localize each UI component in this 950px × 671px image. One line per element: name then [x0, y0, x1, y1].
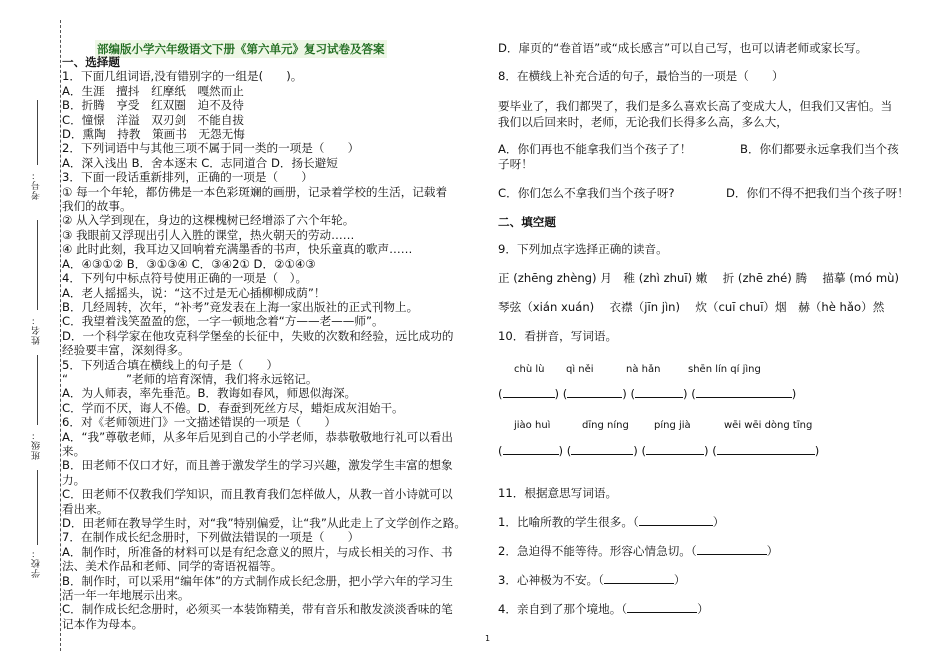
question-line: D．熏陶 持教 策画书 无怨无悔	[62, 127, 245, 142]
question-line: 活一年一年地展示出来。	[62, 588, 190, 603]
question-line: B．折腾 亨受 红双圈 迫不及待	[62, 98, 244, 113]
pinyin: nà hǎn	[626, 364, 661, 375]
pinyin: dīng níng	[582, 420, 629, 431]
q8-option-c: C．你们怎么不拿我们当个孩子呀?	[498, 186, 675, 200]
question-line: 经验要丰富，深刻得多。	[62, 343, 190, 358]
section-choice: 一、选择题	[62, 55, 120, 69]
kaohao-line	[37, 100, 38, 165]
q11-item-text: 3．心神极为不安。（	[498, 573, 604, 587]
q9-stem: 9．下列加点字选择正确的读音。	[498, 242, 668, 256]
answer-box-row-1: ( ) ( ) ( ) ( )	[498, 387, 797, 401]
question-line: A．老人摇摇头，说：“这不过是无心插柳柳成荫”！	[62, 285, 326, 300]
answer-blank[interactable]	[696, 387, 792, 398]
banji-label: 班级：	[32, 430, 42, 460]
question-line: B．制作时，可以采用“编年体”的方式制作成长纪念册，把小学六年的学习生	[62, 573, 453, 588]
kaohao-label: 考号：	[32, 170, 42, 200]
paren: ）	[697, 602, 709, 616]
question-line: C．憧憬 洋溢 双刃剑 不能自拔	[62, 112, 245, 127]
question-line: C．田老师不仅教我们学知识，而且教育我们怎样做人，从教一首小诗就可以	[62, 487, 453, 502]
left-column	[62, 55, 480, 631]
pinyin: shēn lín qí jìng	[688, 364, 761, 375]
pinyin: wēi wēi dòng tīng	[724, 420, 813, 431]
question-line: A．“我”尊敬老师，从多年后见到自己的小学老师，恭恭敬敬地行礼可以看出	[62, 429, 453, 444]
pinyin-row-2	[498, 420, 812, 431]
question-line: C．制作成长纪念册时，必须买一本装饰精美，带有音乐和散发淡淡香味的笔	[62, 602, 453, 617]
q11-item-text: 4．亲自到了那个境地。（	[498, 602, 628, 616]
q11-stem: 11．根据意思写词语。	[498, 486, 618, 500]
question-line: D．一个科学家在他攻克科学堡垒的长征中，失败的次数和经验，远比成功的	[62, 328, 454, 343]
question-line: 看出来。	[62, 501, 109, 516]
binding-margin	[0, 0, 60, 671]
answer-blank[interactable]	[503, 444, 559, 455]
answer-blank[interactable]	[646, 444, 704, 455]
answer-blank[interactable]	[503, 387, 555, 398]
q11-item-text: 2．急迫得不能等待。形容心情急切。（	[498, 544, 697, 558]
answer-blank[interactable]	[697, 544, 767, 555]
question-line: 我们的故事。	[62, 199, 132, 214]
q8-passage-1: 要毕业了，我们都哭了，我们是多么喜欢长高了变成大人，但我们又害怕。当	[498, 99, 893, 113]
pinyin: chù lù	[514, 364, 545, 375]
document-title: 部编版小学六年级语文下册《第六单元》复习试卷及答案	[97, 42, 385, 56]
q11-item-text: 1．比喻所教的学生很多。（	[498, 515, 639, 529]
paren: ）	[673, 573, 686, 587]
question-line: A．生涯 擅抖 红摩纸 嘎然而止	[62, 83, 244, 98]
question-line: A．④③①② B．③①③④ C．③④2① D．②①④③	[62, 256, 316, 271]
answer-blank[interactable]	[567, 387, 622, 398]
question-line: 2．下列词语中与其他三项不属于同一类的一项是（ ）	[62, 141, 360, 156]
question-line: A．为人师表，率先垂范。B．教诲如春风，师恩似海深。	[62, 386, 357, 401]
section-fill-blank: 二、填空题	[498, 215, 556, 229]
question-line: A．制作时，所准备的材料可以是有纪念意义的照片，与成长相关的习作、书	[62, 544, 453, 559]
q9-row-1: 正 (zhēng zhèng) 月 稚 (zhì zhuī) 嫩 折 (zhē zhé) 腾 描摹 (mó mù)	[498, 271, 899, 285]
question-line: 5．下列适合填在横线上的句子是（ ）	[62, 357, 279, 372]
q8-option-b: B．你们都要永远拿我们当个孩	[740, 142, 899, 156]
question-line: ② 从入学到现在，身边的这棵槐树已经增添了六个年轮。	[62, 213, 355, 228]
question-line: “ ”老师的培育深情，我们将永远铭记。	[62, 371, 318, 386]
question-line: ④ 此时此刻，我耳边又回响着充满墨香的书声，快乐童真的歌声……	[62, 242, 413, 257]
xuexiao-line	[37, 470, 38, 545]
question-line: 法、美术作品和老师、同学的寄语祝福等。	[62, 559, 283, 574]
q9-row-2: 琴弦（xián xuán) 衣襟（jīn jìn) 炊（cuī chuī）烟 赫（hè hǎo）然	[498, 300, 885, 314]
question-line: ① 每一个年轮，都仿佛是一本色彩斑斓的画册，记录着学校的生活，记载着	[62, 184, 448, 199]
banji-line	[37, 355, 38, 425]
question-line: B．几经周转，次年，“补考”竞发表在上海一家出版社的正式刊物上。	[62, 299, 419, 314]
answer-blank[interactable]	[635, 387, 683, 398]
answer-blank[interactable]	[639, 515, 713, 526]
q11-item-3	[498, 572, 686, 588]
question-line: 1．下面几组词语,没有错别字的一组是( )。	[62, 69, 303, 84]
question-line: 6．对《老师领进门》一文描述错误的一项是（ ）	[62, 415, 337, 430]
answer-box-row-2: ( ) ( ) ( ) ( )	[498, 444, 820, 458]
answer-blank[interactable]	[604, 573, 674, 584]
xingming-label: 姓名：	[32, 315, 42, 345]
question-line: 4．下列句中标点符号使用正确的一项是（ ）。	[62, 271, 308, 286]
pinyin: qì něi	[566, 364, 594, 375]
q8-option-d: D．你们不得不把我们当个孩子呀！	[726, 186, 909, 200]
question-line: D．田老师在教导学生时，对“我”特别偏爱，让“我”从此走上了文学创作之路。	[62, 516, 466, 530]
page-number: 1	[485, 634, 491, 643]
question-line: 记本作为母本。	[62, 616, 144, 631]
binding-dashed-line	[60, 20, 61, 651]
question-line: C．学而不厌，诲人不倦。D．春蚕到死丝方尽，蜡炬成灰泪始干。	[62, 400, 404, 415]
q8-option-b-cont: 子呀！	[498, 157, 533, 171]
q11-item-4	[498, 601, 709, 617]
answer-blank[interactable]	[627, 602, 697, 613]
q10-stem: 10．看拼音，写词语。	[498, 329, 618, 343]
question-line: ③ 我眼前又浮现出引人入胜的课堂，热火朝天的劳动……	[62, 227, 355, 242]
xuexiao-label: 学校：	[32, 548, 42, 578]
q11-item-2	[498, 543, 778, 559]
question-line: 3．下面一段话重新排列，正确的一项是（ ）	[62, 170, 313, 185]
pinyin-row-1	[498, 364, 761, 375]
question-line: B．田老师不仅口才好，而且善于激发学生的学习兴趣，激发学生丰富的想象	[62, 458, 453, 473]
q11-item-1	[498, 514, 724, 530]
pinyin: jiào huì	[514, 420, 551, 431]
paren: ）	[712, 515, 725, 529]
paren: ）	[766, 544, 779, 558]
q8-stem: 8．在横线上补充合适的句子，最恰当的一项是（ ）	[498, 69, 784, 83]
answer-blank[interactable]	[717, 444, 815, 455]
q8-option-a: A．你们再也不能拿我们当个孩子了！	[498, 142, 692, 156]
question-line: 来。	[62, 443, 86, 458]
answer-blank[interactable]	[571, 444, 633, 455]
question-line: 7．在制作成长纪念册时，下列做法错误的一项是（ ）	[62, 530, 360, 545]
xingming-line	[37, 220, 38, 310]
q8-passage-2: 我们以后回来时，老师，无论我们长得多么高，多么大，	[498, 115, 788, 129]
question-line: C．我望着浅笑盈盈的您，一字一顿地念着“方——老——师”。	[62, 314, 384, 329]
pinyin: píng jià	[654, 420, 691, 431]
question-line: 力。	[62, 472, 86, 487]
question-line: A．深入浅出 B．舍本逐末 C．志同道合 D．扬长避短	[62, 155, 338, 170]
q7-option-d: D．扉页的“卷首语”或“成长感言”可以自己写，也可以请老师或家长写。	[498, 41, 868, 55]
